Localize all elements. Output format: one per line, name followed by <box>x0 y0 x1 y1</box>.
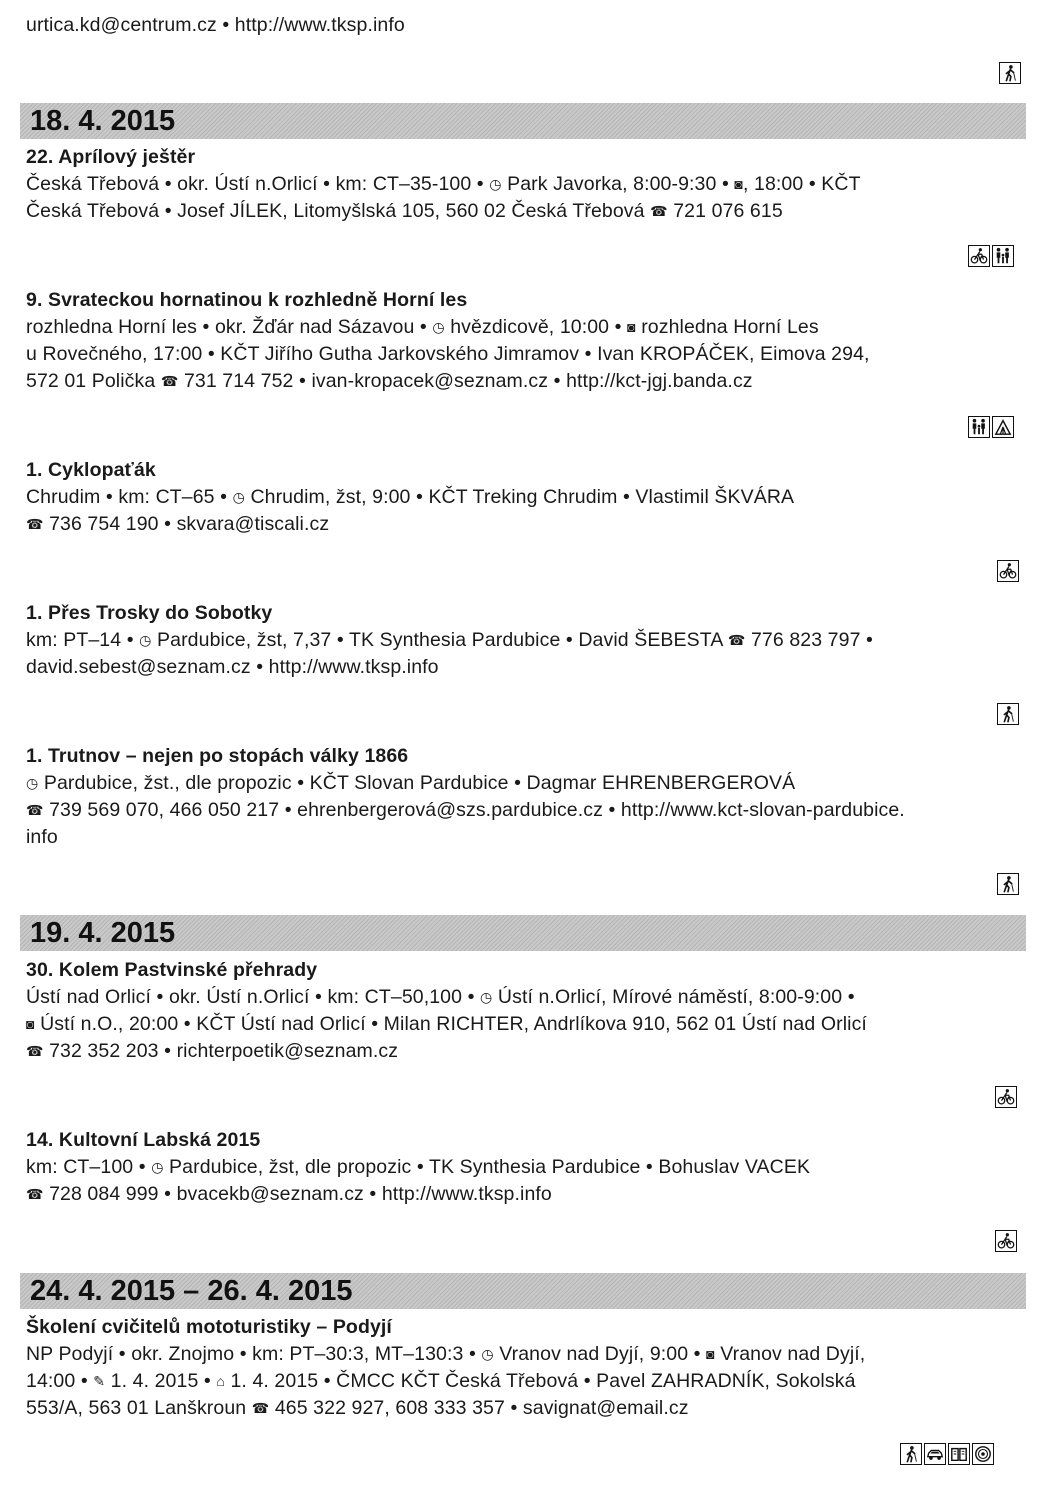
clock-icon: ◷ <box>139 632 152 648</box>
activity-icons <box>999 62 1021 84</box>
clock-icon: ◷ <box>26 775 39 791</box>
finish-icon: ◙ <box>627 319 636 335</box>
activity-icons <box>995 1086 1017 1108</box>
event-title: Školení cvičitelů mototuristiky – Podyjí <box>26 1316 392 1338</box>
event-details: david.sebest@seznam.cz • http://www.tksp.info <box>26 656 439 678</box>
finish-icon: ◙ <box>706 1346 715 1362</box>
event-details: ◙ Ústí n.O., 20:00 • KČT Ústí nad Orlicí • Milan RICHTER, Andrlíkova 910, 562 01 Ústí nad Orlicí <box>26 1013 867 1035</box>
event-details: u Rovečného, 17:00 • KČT Jiřího Gutha Jarkovského Jimramov • Ivan KROPÁČEK, Eimova 294, <box>26 343 870 365</box>
phone-icon: ☎ <box>727 632 746 648</box>
event-details: ☎ 739 569 070, 466 050 217 • ehrenbergerová@szs.pardubice.cz • http://www.kct-slovan-pardubice. <box>26 799 905 821</box>
event-details: ☎ 728 084 999 • bvacekb@seznam.cz • http://www.tksp.info <box>26 1183 552 1205</box>
hiker-icon <box>997 703 1019 725</box>
badge-icon <box>972 1443 994 1465</box>
event-details: km: PT–14 • ◷ Pardubice, žst, 7,37 • TK Synthesia Pardubice • David ŠEBESTA ☎ 776 823 797 • <box>26 629 873 651</box>
activity-icons <box>900 1443 994 1465</box>
clock-icon: ◷ <box>432 319 445 335</box>
event-title: 1. Přes Trosky do Sobotky <box>26 602 273 624</box>
tent-icon <box>992 416 1014 438</box>
clock-icon: ◷ <box>151 1159 164 1175</box>
event-title: 14. Kultovní Labská 2015 <box>26 1129 261 1151</box>
hiker-icon <box>997 873 1019 895</box>
event-title: 9. Svrateckou hornatinou k rozhledně Horní les <box>26 289 468 311</box>
activity-icons <box>997 560 1019 582</box>
phone-icon: ☎ <box>26 802 44 818</box>
event-details: Ústí nad Orlicí • okr. Ústí n.Orlicí • km: CT–50,100 • ◷ Ústí n.Orlicí, Mírové náměstí, 8:00-9:00 • <box>26 986 855 1008</box>
clock-icon: ◷ <box>489 176 502 192</box>
family-icon <box>968 416 990 438</box>
activity-icons <box>995 1230 1017 1252</box>
event-title: 22. Aprílový ještěr <box>26 146 196 168</box>
date-heading: 19. 4. 2015 <box>30 917 176 949</box>
event-details: Chrudim • km: CT–65 • ◷ Chrudim, žst, 9:00 • KČT Treking Chrudim • Vlastimil ŠKVÁRA <box>26 486 795 508</box>
activity-icons <box>997 873 1019 895</box>
event-details: ◷ Pardubice, žst., dle propozic • KČT Slovan Pardubice • Dagmar EHRENBERGEROVÁ <box>26 772 796 794</box>
event-details: Česká Třebová • Josef JÍLEK, Litomyšlská 105, 560 02 Česká Třebová ☎ 721 076 615 <box>26 200 783 222</box>
pencil-icon: ✎ <box>93 1373 106 1389</box>
event-title: 1. Trutnov – nejen po stopách války 1866 <box>26 745 409 767</box>
event-details: info <box>26 826 58 848</box>
event-details: ☎ 732 352 203 • richterpoetik@seznam.cz <box>26 1040 399 1062</box>
hiker-icon <box>999 62 1021 84</box>
event-details: 572 01 Polička ☎ 731 714 752 • ivan-kropacek@seznam.cz • http://kct-jgj.banda.cz <box>26 370 753 392</box>
activity-icons <box>968 245 1014 267</box>
cyclist-icon <box>995 1086 1017 1108</box>
family-icon <box>992 245 1014 267</box>
house-icon: ⌂ <box>216 1373 225 1389</box>
finish-icon: ◙ <box>734 176 743 192</box>
clock-icon: ◷ <box>481 1346 494 1362</box>
cyclist-icon <box>995 1230 1017 1252</box>
phone-icon: ☎ <box>26 516 44 532</box>
book-icon <box>948 1443 970 1465</box>
cyclist-icon <box>997 560 1019 582</box>
date-header <box>20 1273 1026 1309</box>
phone-icon: ☎ <box>26 1186 44 1202</box>
date-header <box>20 915 1026 951</box>
date-heading: 24. 4. 2015 – 26. 4. 2015 <box>30 1275 353 1307</box>
event-details: Česká Třebová • okr. Ústí n.Orlicí • km: CT–35-100 • ◷ Park Javorka, 8:00-9:30 • ◙, 18:00 • KČT <box>26 173 861 195</box>
event-title: 1. Cyklopaťák <box>26 459 156 481</box>
event-details: km: CT–100 • ◷ Pardubice, žst, dle propozic • TK Synthesia Pardubice • Bohuslav VACEK <box>26 1156 811 1178</box>
car-icon <box>924 1443 946 1465</box>
date-header <box>20 103 1026 139</box>
event-details: NP Podyjí • okr. Znojmo • km: PT–30:3, MT–130:3 • ◷ Vranov nad Dyjí, 9:00 • ◙ Vranov nad Dyjí, <box>26 1343 866 1365</box>
contact-line: urtica.kd@centrum.cz • http://www.tksp.info <box>26 14 405 36</box>
cyclist-icon <box>968 245 990 267</box>
clock-icon: ◷ <box>480 989 493 1005</box>
event-details: rozhledna Horní les • okr. Žďár nad Sázavou • ◷ hvězdicově, 10:00 • ◙ rozhledna Horní Les <box>26 316 819 338</box>
phone-icon: ☎ <box>650 203 668 219</box>
event-title: 30. Kolem Pastvinské přehrady <box>26 959 318 981</box>
event-details: 14:00 • ✎ 1. 4. 2015 • ⌂ 1. 4. 2015 • ČMCC KČT Česká Třebová • Pavel ZAHRADNÍK, Sokolská <box>26 1370 856 1392</box>
phone-icon: ☎ <box>160 373 179 389</box>
finish-icon: ◙ <box>26 1016 35 1032</box>
phone-icon: ☎ <box>251 1400 270 1416</box>
date-heading: 18. 4. 2015 <box>30 105 176 137</box>
activity-icons <box>968 416 1014 438</box>
event-details: ☎ 736 754 190 • skvara@tiscali.cz <box>26 513 330 535</box>
activity-icons <box>997 703 1019 725</box>
phone-icon: ☎ <box>26 1043 44 1059</box>
hiker-icon <box>900 1443 922 1465</box>
clock-icon: ◷ <box>232 489 245 505</box>
event-details: 553/A, 563 01 Lanškroun ☎ 465 322 927, 608 333 357 • savignat@email.cz <box>26 1397 689 1419</box>
